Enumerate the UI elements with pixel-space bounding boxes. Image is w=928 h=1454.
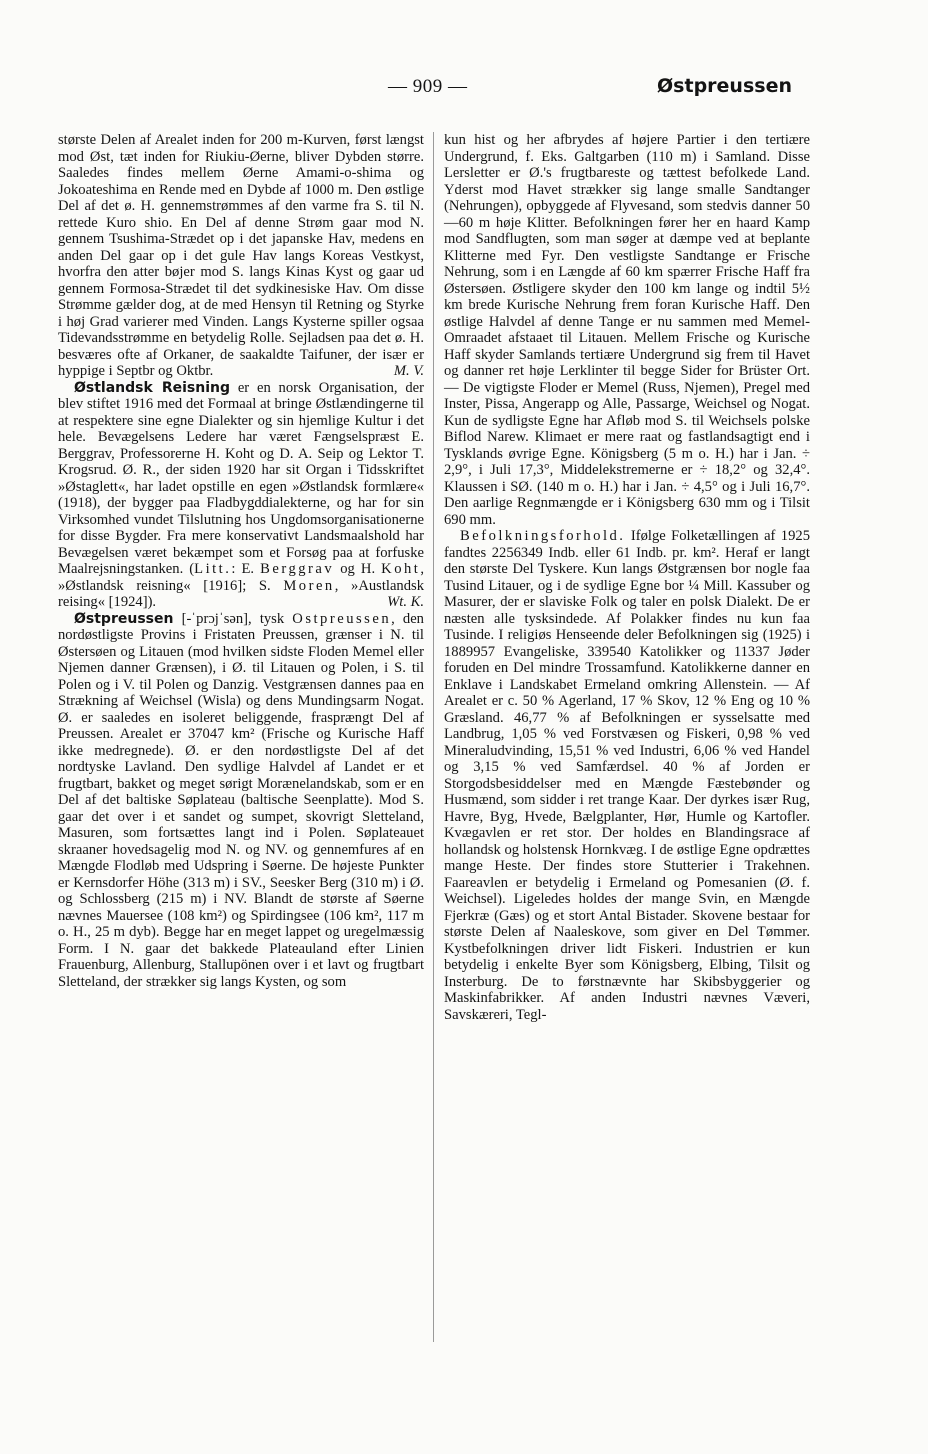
column-rule: [433, 132, 434, 1342]
entry-ostpreussen: [58, 611, 424, 991]
signature: M. V.: [393, 363, 424, 379]
entry-body: , den nordøstligste Provins i Fristaten Preussen, grænser i N. til Østersøen og Litauen (mod hvilken sidste Floden Memel eller Njemen danner Grænsen), i Ø. til Litauen og Polen, i S. til Polen og i V. til Polen og Danzig. Vestgrænsen dannes paa en Strækning af Weichsel (Wisla) og dens Mundingsarm Nogat. Ø. er saaledes en isoleret beliggende, frasprængt Del af Preussen. Arealet er 37047 km² (Frische og Kurische Haff ikke medregnede). Ø. er den nordøstligste Del af det nordtyske Lavland. Den sydlige Halvdel af Landet er et frugtbart, bakket og meget sørigt Morænelandskab, som er en Del af det baltiske Søplateau (baltische Seenplatte). Mod S. gaar det over i et sandet og sumpet, skovrigt Sletteland, Masuren, som fortsættes langt ind i Polen. Søplateauet skraaner hovedsagelig mod N. og NV. og gennemfures af en Mængde Flodløb med Udspring i Søerne. De højeste Punkter er Kernsdorfer Höhe (313 m) i SV., Seesker Berg (310 m) i Ø. og Schlossberg (215 m) i NV. Blandt de største af Søerne nævnes Mauersee (108 km²) og Spirdingsee (106 km², 117 m o. H., 25 m dyb). Begge har en meget lappet og uregelmæssig Form. I N. gaar det bakkede Plateauland efter Linien Frauenburg, Allenburg, Stallupönen over i et lavt og frugtbart Sletteland, der strækker sig langs Kysten, og som: [58, 610, 424, 990]
signature: Wt. K.: [387, 594, 424, 610]
section-lead: Befolkningsforhold.: [460, 528, 626, 544]
right-column: [444, 132, 810, 1023]
literature-text: , »Østlandsk reisning« [1916]; S.: [58, 561, 424, 594]
entry-continuation-text: største Delen af Arealet inden for 200 m-Kurven, først længst mod Øst, tæt inden for Riukiu-Øerne, bliver Dybden større. Saaledes findes mellem Øerne Amami-o-shima og Jokoateshima en Rende med en Dybde af 1000 m. Den østlige Del af det ø. H. gennemstrømmes af den varme fra S. til N. rettede Kuro shio. En Del af denne Strøm gaar mod N. gennem Tsushima-Strædet op i det japanske Hav, medens en anden Del gaar op i det gule Hav langs Koreas Vestkyst, hvorfra den atter bøjer mod S. langs Kinas Kyst og gaar ud gennem Formosa-Strædet til det sydkinesiske Hav. Om disse Strømme gælder dog, at de med Hensyn til Retning og Styrke i høj Grad varierer med Vinden. Langs Kysterne spiller ogsaa Tidevandsstrømme en betydelig Rolle. Sejladsen paa det ø. H. besværes ofte af Orkaner, de saakaldte Taifuner, der især er hyppige i Septbr og Oktbr.: [58, 132, 424, 379]
author-name: Moren: [283, 577, 335, 594]
literature-text: : E.: [231, 561, 261, 577]
literature-text: , »Austlandsk reising« [1924]).: [58, 577, 424, 610]
left-column: [58, 132, 424, 990]
literature-text: og H.: [334, 561, 382, 577]
entry-body: er en norsk Organisation, der blev stiftet 1916 med det Formaal at bringe Østlændingerne til at respektere sine egne Dialekter og sin hjemlige Kultur i det hele. Bevægelsens Ledere har været Fængselspræst E. Berggrav, Professorerne H. Koht og D. A. Seip og Lektor T. Krogsrud. Ø. R., der siden 1920 har sit Organ i Tidsskriftet »Østaglett«, har ladet opstille en egen »Østlandsk formlære« (1918), der bygger paa Fladbygddialekterne, og har for sin Virksomhed vundet Tilslutning hos Ungdomsorganisationerne for disse Bygder. Fra mere konservativt Landsmaalshold har Bevægelsen været bekæmpet som et Forsøg paa at forfuske Maalrejsningstanken. (: [58, 379, 425, 577]
population-paragraph: [444, 528, 810, 1023]
literature-label: Litt.: [194, 561, 232, 577]
entry-paragraph: kun hist og her afbrydes af højere Partier i den tertiære Undergrund, f. Eks. Galtgarben (110 m) i Samland. Disse Lersletter er Ø.'s frugtbareste og tættest befolkede Land. Yderst mod Havet strækker sig lange smalle Sandtanger (Nehrungen), opbyggede af Flyvesand, som stedvis danner 50—60 m høje Klitter. Befolkningen fører her en haard Kamp mod Sandflugten, som man søger at dæmpe ved at beplante Klitterne med Fyr. Den vestligste Sandtange er Frische Nehrung, som i en Længde af 60 km spærrer Frische Haff fra Østersøen. Østligere skyder den 100 km lange og indtil 5½ km brede Kurische Nehrung frem foran Kurische Haff. Den østlige Halvdel af denne Tange er nu sammen med Memel-Omraadet afstaaet til Litauen. Mellem Frische og Kurische Haff skyder Samlands tertiære Undergrund sig frem til Havet og danner ret høje Lerklintеr til begge Sider for Brüster Ort. — De vigtigste Floder er Memel (Russ, Njemen), Pregel med Inster, Pissa, Angerapp og Alle, Passarge, Weichsel og Nogat. Kun de sydligste Egne har Afløb mod S. til Weichsels polske Biflod Narew. Klimaet er mere raat og fastlandsagtigt end i Tysklands øvrige Egne. Königsberg (5 m o. H.) har i Jan. ÷ 2,9°, i Juli 17,3°, Middelekstremerne er ÷ 18,2° og 32,4°. Klaussen i SØ. (140 m o. H.) har i Jan. ÷ 4,5° og i Juli 16,7°. Den aarlige Regnmængde er i Königsberg 630 mm og i Tilsit 690 mm.: [444, 132, 810, 528]
entry-headword: Østpreussen: [74, 610, 174, 627]
entry-continuation: [58, 132, 424, 380]
author-name: Koht: [381, 561, 421, 577]
paragraph-text: Ifølge Folketællingen af 1925 fandtes 2256349 Indb. eller 61 Indb. pr. km². Heraf er langt den største Del Tyskere. Kun langs Østgrænsen bor nogle faa Tusind Litauer, og i de sydlige Egne bor ¼ Mill. Kassuber og Masurer, der er slaviske Folk og taler en polsk Dialekt. De er næsten alle tysksindede. Af Polakker findes nu kun faa Tusinde. I religiøs Henseende deler Befolkningen sig (1925) i 1889957 Evangeliske, 339540 Katolikker og 11337 Jøder foruden en Del mindre Trossamfund. Katolikkerne danner en Enklave i Landskabet Ermeland omkring Allenstein. — Af Arealet er c. 50 % Agerland, 17 % Skov, 12 % Eng og 10 % Græsland. 46,77 % af Befolkningen er sysselsatte med Landbrug, 1,05 % ved Forstvæsen og Fiskeri, 0,98 % ved Mineraludvinding, 15,51 % ved Industri, 6,06 % ved Handel og 3,15 % ved Samfærdsel. 40 % af Jorden er Storgodsbesiddelser med en Mængde Fæstebønder og Husmænd, som sidder i ret trange Kaar. Der dyrkes især Rug, Havre, Byg, Hvede, Bælgplanter, Hør, Humle og Kartofler. Kvægavlen er ret stor. Der holdes en Blandingsrace af hollandsk og holstensk Hornkvæg. I de østlige Egne opdrættes mange Heste. Der findes store Stutterier i Trakehnen. Faareavlen er betydelig i Ermeland og Pomesanien (Ø. f. Weichsel). Ligeledes holdes der mange Svin, en Mængde Fjerkræ (Gæs) og et stort Antal Bistader. Skovene bestaar for største Delen af Naaleskove, som giver en Del Tømmer. Kystbefolkningen driver lidt Fiskeri. Industrien er kun betydelig i enkelte Byer som Königsberg, Elbing, Tilsit og Insterburg. De to førstnævnte har Skibsbyggerier og Maskinfabrikker. Af anden Industri nævnes Væveri, Savskæreri, Tegl-: [444, 528, 810, 1023]
pronunciation: [-ˈprɔjˈsən], tysk: [173, 610, 293, 627]
entry-ostlandsk-reisning: [58, 380, 424, 611]
running-title: Østpreussen: [657, 75, 792, 97]
entry-headword: Østlandsk Reisning: [74, 379, 231, 396]
page-number: — 909 —: [388, 76, 468, 97]
author-name: Berggrav: [260, 561, 335, 577]
german-name: Ostpreussen: [292, 610, 392, 627]
